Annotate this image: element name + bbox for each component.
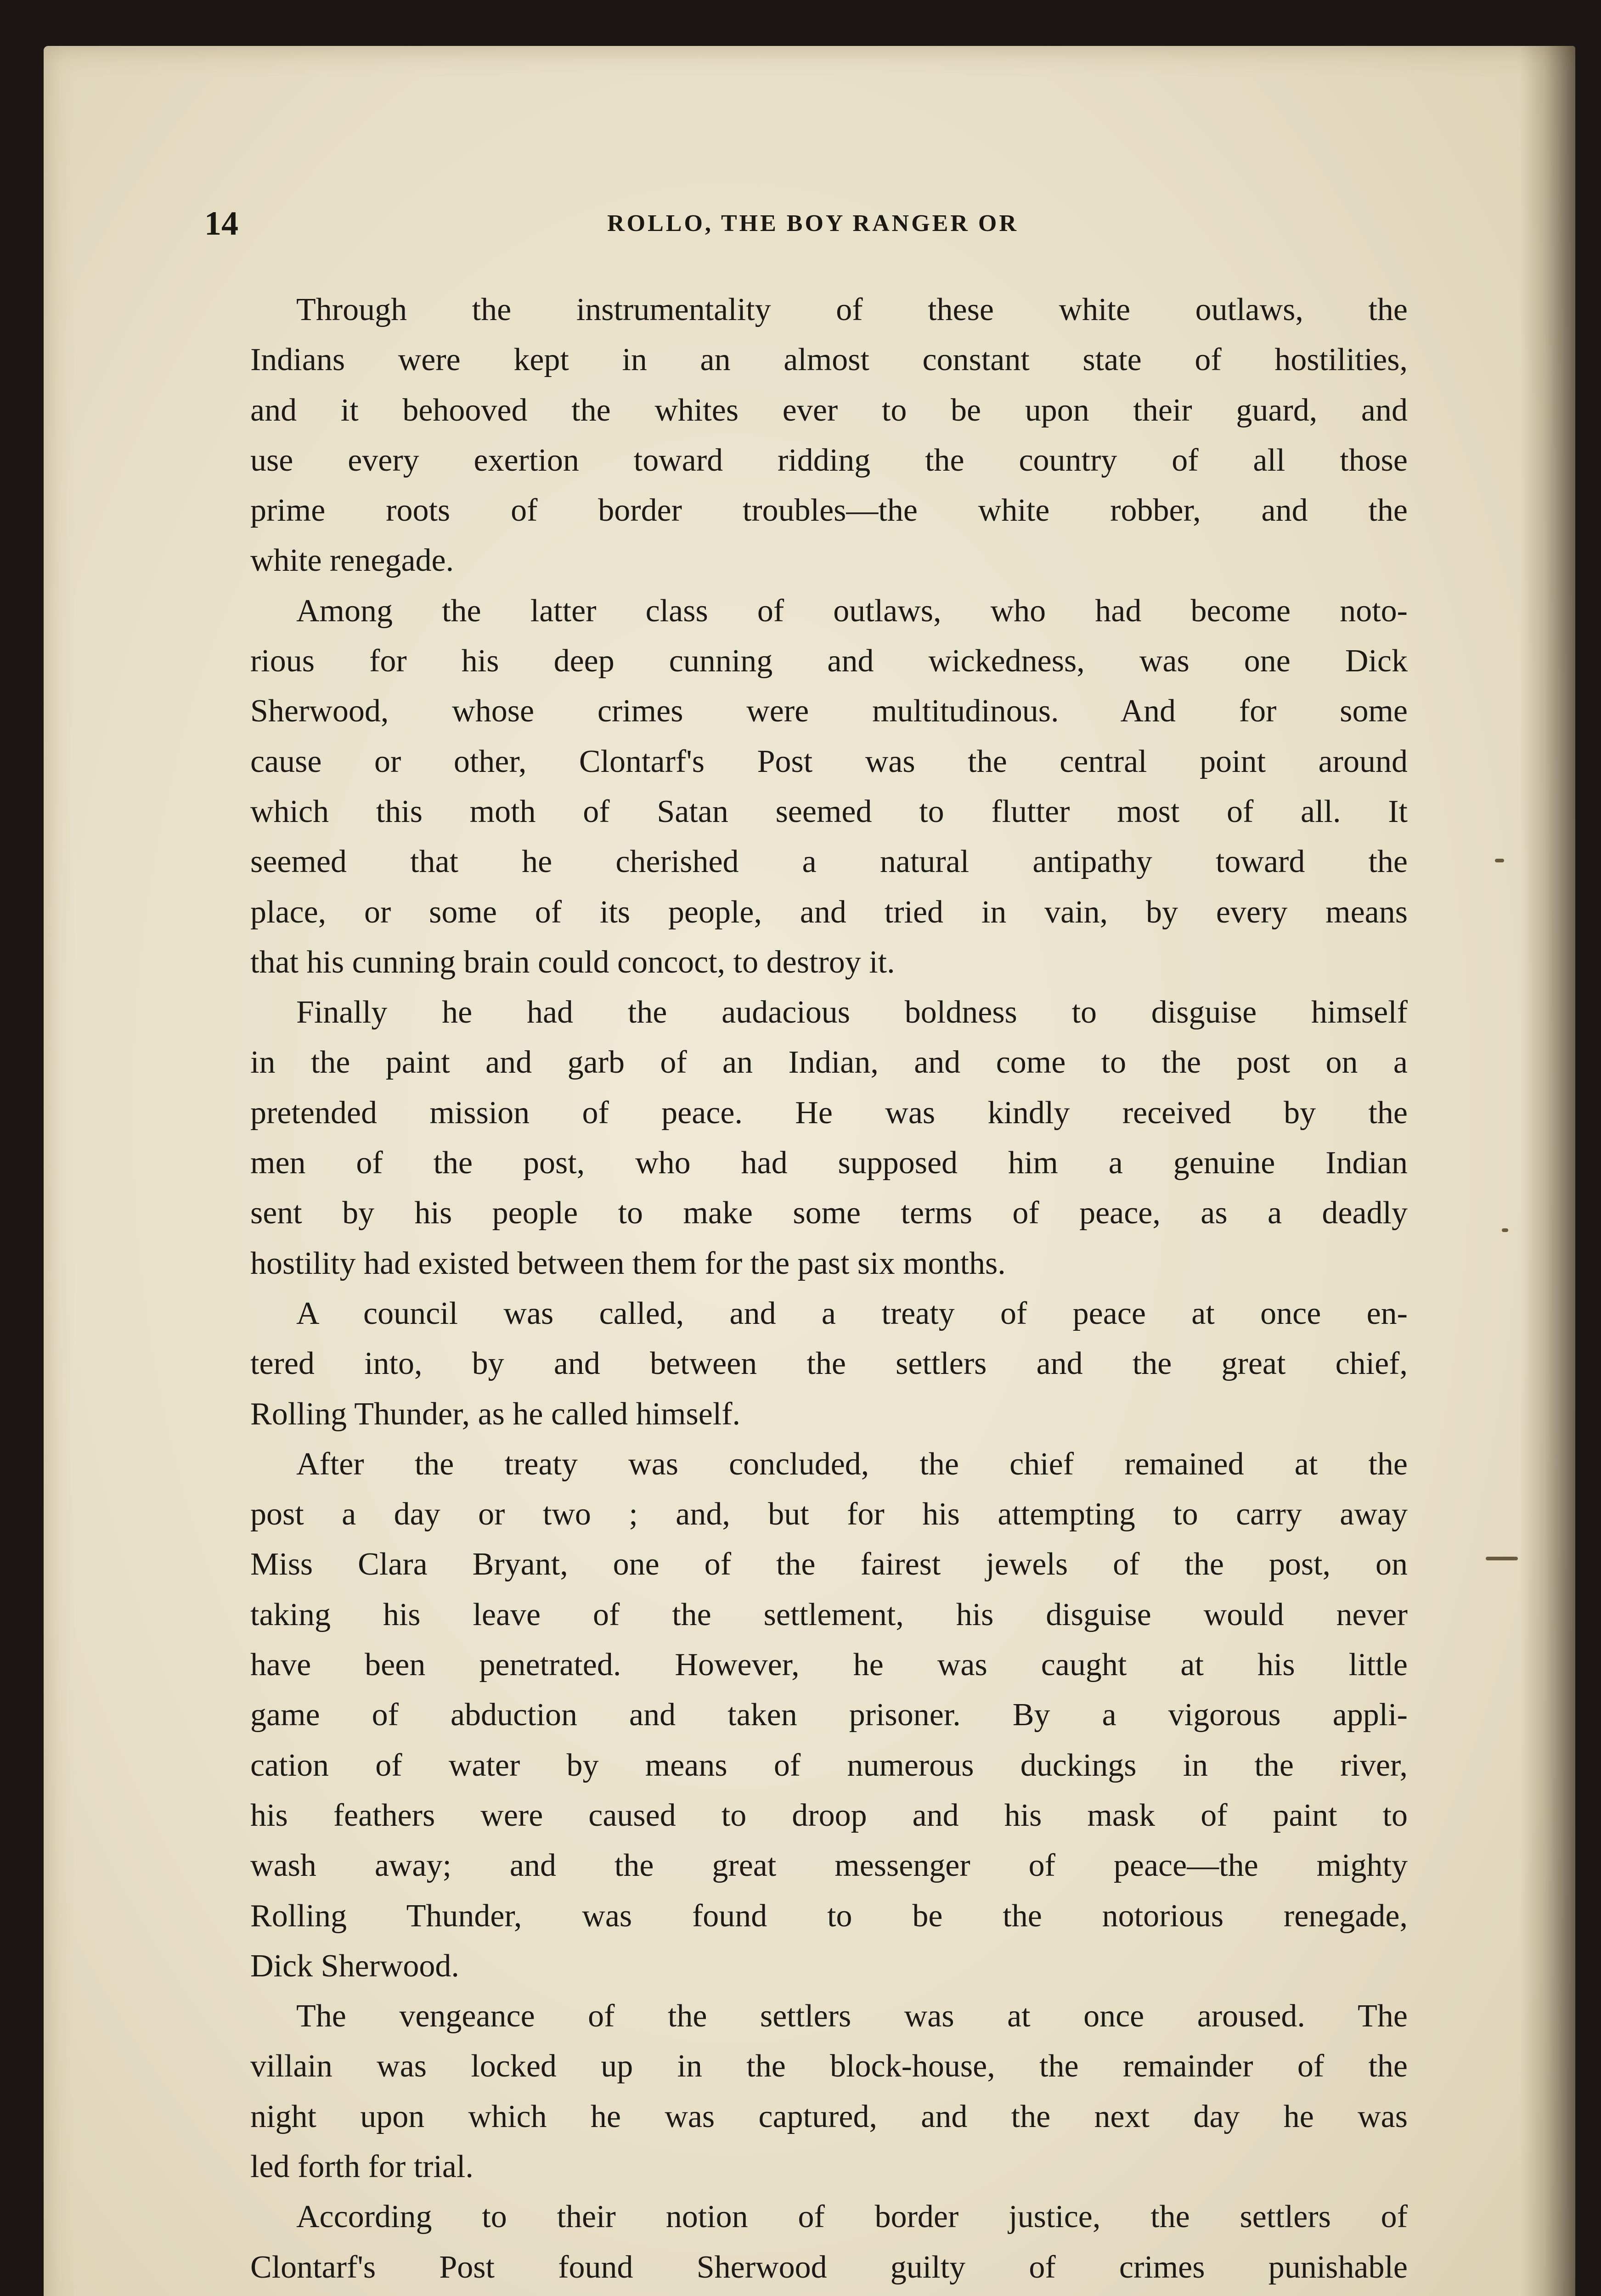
text-line: After the treaty was concluded, the chief remained at the [296, 1446, 1408, 1482]
text-line: sent by his people to make some terms of peace, as a deadly [250, 1195, 1408, 1231]
text-line: wash away; and the great messenger of peace—the mighty [250, 1848, 1408, 1884]
text-line: have been penetrated. However, he was caught at his little [250, 1647, 1408, 1683]
text-line: cause or other, Clontarf's Post was the central point around [250, 743, 1408, 779]
text-line: Among the latter class of outlaws, who had become noto- [296, 593, 1408, 629]
text-line: Through the instrumentality of these white outlaws, the [296, 292, 1408, 327]
text-line: led forth for trial. [250, 2149, 474, 2184]
text-line: Sherwood, whose crimes were multitudinous. And for some [250, 693, 1408, 729]
paper-speck [1502, 1228, 1508, 1232]
text-line: game of abduction and taken prisoner. By a vigorous appli- [250, 1697, 1408, 1733]
page-spine-shadow [1520, 46, 1575, 2296]
paragraph [250, 2192, 1408, 2292]
text-line: Miss Clara Bryant, one of the fairest jewels of the post, on [250, 1547, 1408, 1582]
paper-speck [1486, 1557, 1518, 1560]
paragraph [250, 987, 1408, 1289]
text-line: use every exertion toward ridding the country of all those [250, 442, 1408, 478]
text-line: post a day or two ; and, but for his attempting to carry away [250, 1497, 1408, 1532]
text-line: rious for his deep cunning and wickedness, was one Dick [250, 643, 1408, 679]
text-line: Rolling Thunder, was found to be the notorious renegade, [250, 1898, 1408, 1934]
running-head: ROLLO, THE BOY RANGER OR [607, 210, 1019, 236]
text-line: and it behooved the whites ever to be upon their guard, and [250, 392, 1408, 428]
text-line: which this moth of Satan seemed to flutter most of all. It [250, 793, 1408, 829]
paragraph [250, 1289, 1408, 1439]
text-line: The vengeance of the settlers was at once aroused. The [296, 1998, 1408, 2034]
paragraph [250, 285, 1408, 586]
text-line: taking his leave of the settlement, his disguise would never [250, 1597, 1408, 1632]
text-line: white renegade. [250, 543, 454, 579]
text-line: A council was called, and a treaty of peace at once en- [296, 1295, 1408, 1331]
text-line: Dick Sherwood. [250, 1948, 459, 1984]
body-text [250, 285, 1408, 2292]
text-line: According to their notion of border justice, the settlers of [296, 2199, 1408, 2235]
text-line: Indians were kept in an almost constant state of hostilities, [250, 342, 1408, 378]
text-line: Clontarf's Post found Sherwood guilty of crimes punishable [250, 2249, 1408, 2285]
paper-speck [1495, 859, 1504, 862]
text-line: his feathers were caused to droop and his mask of paint to [250, 1797, 1408, 1833]
text-line: Finally he had the audacious boldness to disguise himself [296, 995, 1408, 1030]
text-line: in the paint and garb of an Indian, and come to the post on a [250, 1045, 1408, 1080]
paragraph [250, 1439, 1408, 1991]
text-line: Rolling Thunder, as he called himself. [250, 1396, 741, 1432]
text-line: tered into, by and between the settlers and the great chief, [250, 1346, 1408, 1382]
text-line: seemed that he cherished a natural antipathy toward the [250, 844, 1408, 880]
text-line: prime roots of border troubles—the white robber, and the [250, 493, 1408, 529]
page-header [204, 198, 1421, 249]
page-number: 14 [204, 205, 238, 242]
paragraph [250, 1991, 1408, 2192]
text-line: place, or some of its people, and tried in vain, by every means [250, 894, 1408, 930]
text-line: hostility had existed between them for the past six months. [250, 1245, 1006, 1281]
text-line: cation of water by means of numerous duckings in the river, [250, 1747, 1408, 1783]
text-line: pretended mission of peace. He was kindly received by the [250, 1095, 1408, 1131]
text-line: villain was locked up in the block-house, the remainder of the [250, 2048, 1408, 2084]
text-line: night upon which he was captured, and the next day he was [250, 2099, 1408, 2134]
paragraph [250, 586, 1408, 987]
text-line: that his cunning brain could concoct, to destroy it. [250, 944, 895, 980]
text-line: men of the post, who had supposed him a genuine Indian [250, 1145, 1408, 1181]
